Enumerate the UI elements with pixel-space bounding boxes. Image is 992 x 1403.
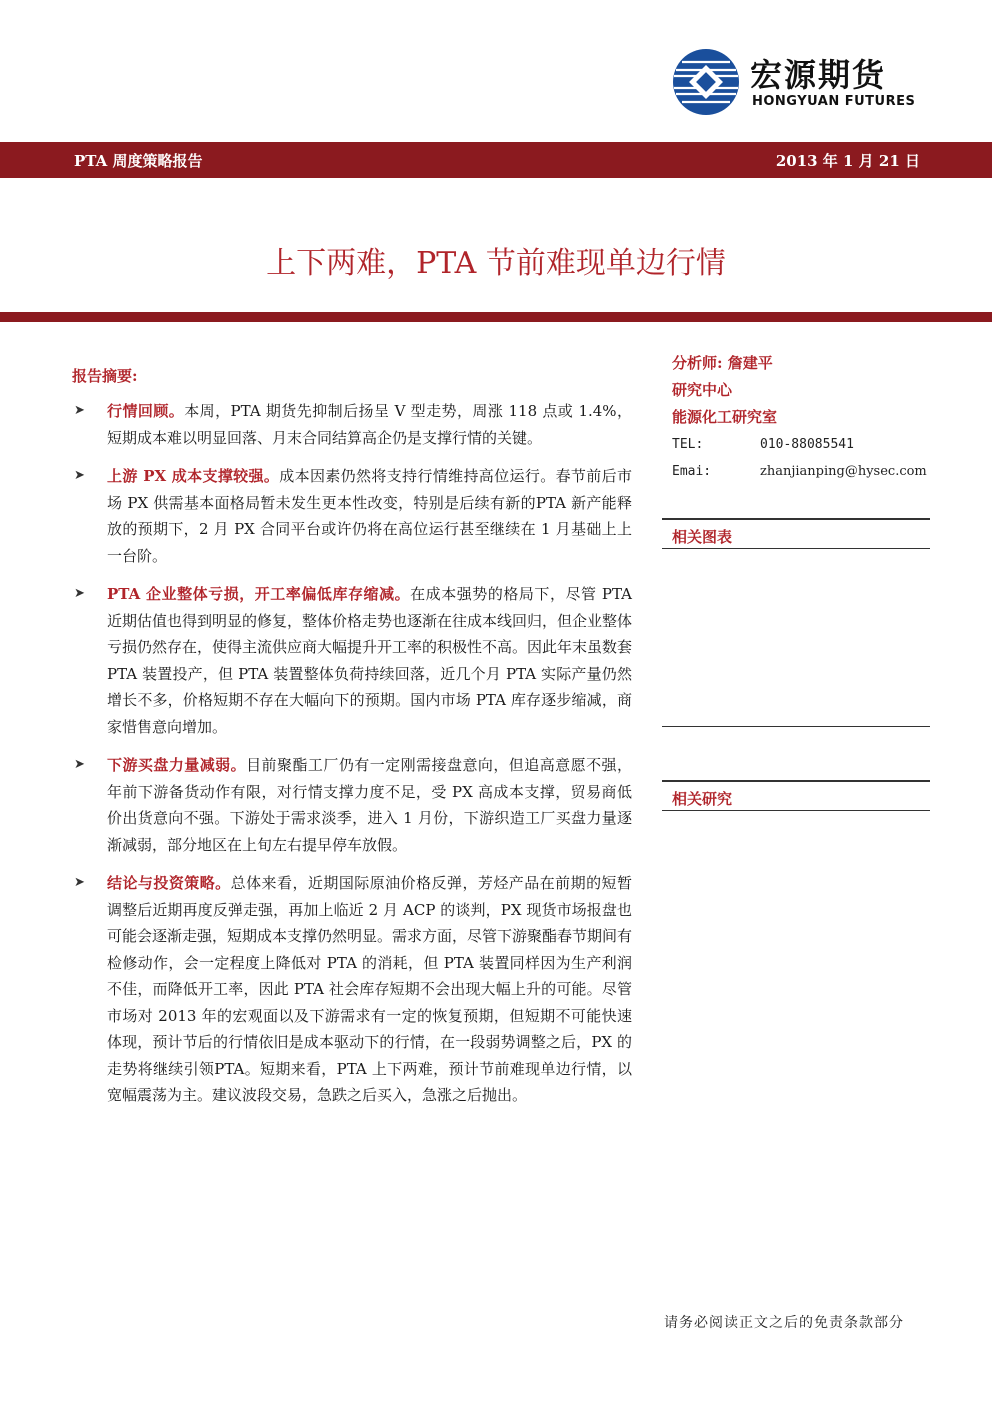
bullet-arrow-icon: ➤: [74, 468, 85, 483]
phone-value: 010-88085541: [760, 437, 854, 452]
related-charts-section: [662, 518, 930, 547]
company-logo: [672, 48, 922, 118]
bullet-lead: 结论与投资策略。: [107, 874, 231, 892]
logo-chinese-name: 宏源期货: [750, 56, 887, 94]
header-band: [0, 142, 992, 178]
bullet-lead: 行情回顾。: [107, 402, 185, 420]
email-row: [672, 458, 932, 485]
bullet-arrow-icon: ➤: [74, 403, 85, 418]
analyst-info: [672, 350, 932, 485]
related-research-section: [662, 780, 930, 809]
report-date: 2013 年 1 月 21 日: [775, 152, 920, 170]
analyst-name: 分析师: 詹建平: [672, 354, 773, 372]
email-value[interactable]: zhanjianping@hysec.com: [760, 464, 927, 479]
bullet-arrow-icon: ➤: [74, 586, 85, 601]
bullet-text: 目前聚酯工厂仍有一定刚需接盘意向，但追高意愿不强，年前下游备货动作有限，对行情支撑力度不足，受 PX 高成本支撑，贸易商低价出货意向不强。下游处于需求淡季，进入 1 月份，下游织造工厂买盘力量逐渐减弱，部分地区在上旬左右提早停车放假。: [107, 756, 632, 854]
report-type: PTA 周度策略报告: [74, 152, 203, 170]
research-center: 研究中心: [672, 381, 733, 399]
disclaimer-note: 请务必阅读正文之后的免责条款部分: [664, 1315, 904, 1331]
bullet-text: 成本因素仍然将支持行情维持高位运行。春节前后市场 PX 供需基本面格局暂未发生更本性改变，特别是后续有新的PTA 新产能释放的预期下，2 月 PX 合同平台或许仍将在高位运行甚至继续在 1 月基础上上一台阶。: [107, 467, 632, 565]
related-charts-bottom-rule: [662, 726, 930, 727]
bullet-item: [72, 752, 632, 858]
related-research-divider: [662, 810, 930, 811]
bullet-item: [72, 870, 632, 1109]
bullet-text: 在成本强势的格局下，尽管 PTA 近期估值也得到明显的修复，整体价格走势也逐渐在往成本线回归，但企业整体亏损仍然存在，使得主流供应商大幅提升开工率的积极性不高。因此年末虽数套 PTA 装置投产，但 PTA 装置整体负荷持续回落，近几个月 PTA 实际产量仍然增长不多，价格短期不存在大幅向下的预期。国内市场 PTA 库存逐步缩减，商家惜售意向增加。: [107, 585, 633, 736]
bullet-arrow-icon: ➤: [74, 757, 85, 772]
phone-row: [672, 431, 932, 458]
phone-label: TEL:: [672, 437, 704, 452]
bullet-lead: 上游 PX 成本支撑较强。: [107, 467, 280, 485]
bullet-lead: 下游买盘力量减弱。: [107, 756, 247, 774]
summary-label: 报告摘要:: [72, 367, 138, 385]
bullet-text: 本周，PTA 期货先抑制后扬呈 V 型走势，周涨 118 点或 1.4%，短期成本难以明显回落、月末合同结算高企仍是支撑行情的关键。: [107, 402, 632, 447]
summary-bullets: [72, 398, 632, 1121]
related-charts-divider: [662, 548, 930, 549]
bullet-lead: PTA 企业整体亏损，开工率偏低库存缩减。: [107, 585, 411, 603]
page-title: 上下两难，PTA 节前难现单边行情: [266, 246, 726, 281]
bullet-text: 总体来看，近期国际原油价格反弹，芳烃产品在前期的短暂调整后近期再度反弹走强，再加上临近 2 月 ACP 的谈判，PX 现货市场报盘也可能会逐渐走强，短期成本支撑仍然明显。需求方面，尽管下游聚酯春节期间有检修动作，会一定程度上降低对 PTA 的消耗，但 PTA 装置同样因为生产利润不佳，而降低开工率，因此 PTA 社会库存短期不会出现大幅上升的可能。尽管市场对 2013 年的宏观面以及下游需求有一定的恢复预期，但短期不可能快速体现，预计节后的行情依旧是成本驱动下的行情，在一段弱势调整之后，PX 的走势将继续引领PTA。短期来看，PTA 上下两难，预计节前难现单边行情，以宽幅震荡为主。建议波段交易，急跌之后买入，急涨之后抛出。: [107, 874, 633, 1104]
bullet-arrow-icon: ➤: [74, 875, 85, 890]
hongyuan-logo-icon: [672, 48, 740, 116]
bullet-item: [72, 398, 632, 451]
related-charts-label: 相关图表: [672, 528, 733, 546]
research-dept: 能源化工研究室: [672, 408, 778, 426]
email-label: Emai:: [672, 464, 712, 479]
title-divider: [0, 312, 992, 322]
bullet-item: [72, 581, 632, 740]
logo-english-name: HONGYUAN FUTURES: [752, 94, 916, 109]
bullet-item: [72, 463, 632, 569]
related-research-label: 相关研究: [672, 790, 733, 808]
